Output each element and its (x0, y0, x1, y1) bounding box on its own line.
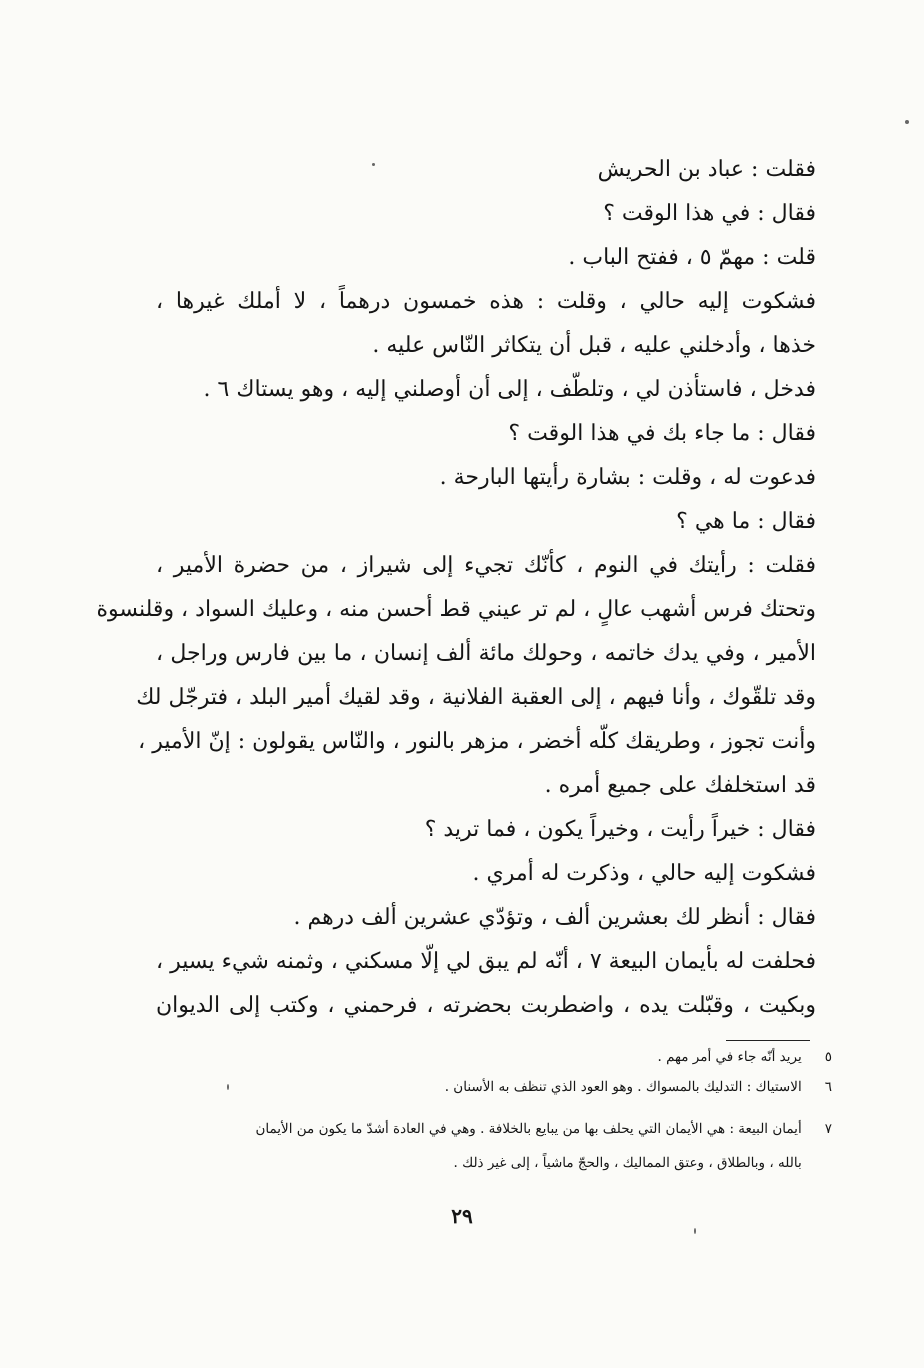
text-line: قد استخلفك على جميع أمره . (544, 773, 816, 798)
text-line: فقال : ما هي ؟ (676, 509, 816, 534)
page-number: ٢٩ (451, 1204, 473, 1228)
footnote-text: يريد أنّه جاء في أمر مهم . (657, 1049, 802, 1065)
text-line: فشكوت إليه حالي ، وقلت : هذه خمسون درهماً ، لا أملك غيرها ، (156, 289, 816, 314)
scan-speck (905, 120, 909, 124)
text-line: فقال : أنظر لك بعشرين ألف ، وتؤدّي عشرين ألف درهم . (293, 905, 816, 930)
text-line: خذها ، وأدخلني عليه ، قبل أن يتكاثر النّاس عليه . (372, 333, 816, 358)
text-line: الأمير ، وفي يدك خاتمه ، وحولك مائة ألف إنسان ، ما بين فارس وراجل ، (156, 641, 816, 666)
text-line: فقال : ما جاء بك في هذا الوقت ؟ (508, 421, 816, 446)
footnote (132, 1076, 832, 1098)
footnote-continuation (132, 1152, 832, 1174)
footnote-separator (726, 1040, 810, 1041)
footnote-number: ٧ (824, 1121, 832, 1137)
text-line: فحلفت له بأيمان البيعة ٧ ، أنّه لم يبق لي إلّا مسكني ، وثمنه شيء يسير ، (156, 949, 817, 974)
footnote-number: ٦ (824, 1079, 832, 1095)
text-line: قلت : مهمّ ٥ ، ففتح الباب . (568, 245, 816, 270)
text-line: فدعوت له ، وقلت : بشارة رأيتها البارحة . (439, 465, 816, 490)
footnote-text: الاستياك : التدليك بالمسواك . وهو العود الذي تنظف به الأسنان . (444, 1079, 802, 1095)
footnote (132, 1046, 832, 1068)
text-line: فقال : خيراً رأيت ، وخيراً يكون ، فما تريد ؟ (424, 817, 816, 842)
footnote-text: أيمان البيعة : هي الأيمان التي يحلف بها من يبايع بالخلافة . وهي في العادة أشدّ ما يكون من الأيمان (255, 1121, 802, 1137)
footnote-number: ٥ (824, 1049, 832, 1065)
text-line: وأنت تجوز ، وطريقك كلّه أخضر ، مزهر بالنور ، والنّاس يقولون : إنّ الأمير ، (138, 729, 816, 754)
text-line: فقال : في هذا الوقت ؟ (603, 201, 816, 226)
text-line: فقلت : رأيتك في النوم ، كأنّك تجيء إلى شيراز ، من حضرة الأمير ، (156, 553, 816, 578)
text-line: فقلت : عباد بن الحريش (597, 157, 816, 182)
text-line: وقد تلقّوك ، وأنا فيهم ، إلى العقبة الفلانية ، وقد لقيك أمير البلد ، فترجّل لك (136, 685, 816, 710)
footnote (132, 1118, 832, 1140)
text-line: فشكوت إليه حالي ، وذكرت له أمري . (472, 861, 816, 886)
text-line: وبكيت ، وقبّلت يده ، واضطربت بحضرته ، فرحمني ، وكتب إلى الديوان (156, 993, 816, 1018)
text-line: فدخل ، فاستأذن لي ، وتلطّف ، إلى أن أوصلني إليه ، وهو يستاك ٦ . (203, 377, 816, 402)
text-line: وتحتك فرس أشهب عالٍ ، لم تر عيني قط أحسن منه ، وعليك السواد ، وقلنسوة (96, 597, 816, 622)
footnote-text: بالله ، وبالطلاق ، وعتق المماليك ، والحجّ ماشياً ، إلى غير ذلك . (453, 1155, 802, 1171)
scan-speck (694, 1228, 696, 1234)
